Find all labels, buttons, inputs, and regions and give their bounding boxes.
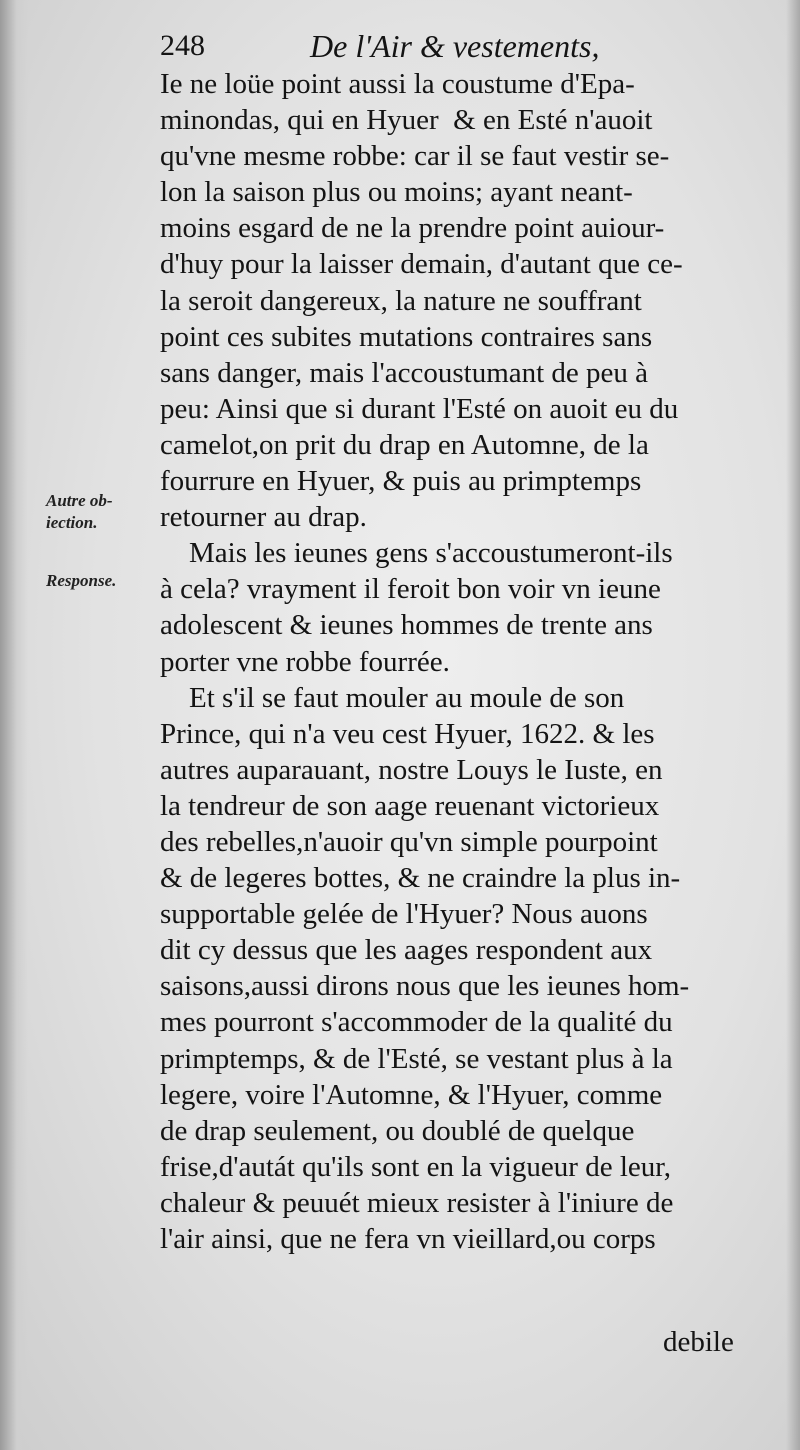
text-line: legere, voire l'Automne, & l'Hyuer, comme [160, 1078, 663, 1111]
catchword: debile [663, 1326, 734, 1358]
margin-note-response: Response. [46, 571, 117, 590]
page-gutter-shadow [0, 0, 28, 1450]
page-header [160, 24, 610, 68]
text-line: Et s'il se faut mouler au moule de son [160, 681, 625, 714]
text-line: primptemps, & de l'Esté, se vestant plus à la [160, 1042, 673, 1075]
text-line: Mais les ieunes gens s'accoustumeront-ils [160, 537, 673, 570]
text-line: Ie ne loüe point aussi la coustume d'Epa- [160, 68, 635, 100]
text-line: supportable gelée de l'Hyuer? Nous auons [160, 898, 648, 931]
text-line: & de legeres bottes, & ne craindre la plus in- [160, 862, 681, 895]
text-line: fourrure en Hyuer, & puis au primptemps [160, 465, 642, 498]
text-line: adolescent & ieunes hommes de trente ans [160, 609, 653, 642]
text-line: mes pourront s'accommoder de la qualité du [160, 1006, 673, 1039]
text-line: camelot,on prit du drap en Automne, de la [160, 428, 649, 461]
text-line: Prince, qui n'a veu cest Hyuer, 1622. & les [160, 717, 655, 750]
text-line: retourner au drap. [160, 501, 367, 534]
text-line: chaleur & peuuét mieux resister à l'iniure de [160, 1186, 674, 1219]
text-line: la tendreur de son aage reuenant victorieux [160, 789, 660, 822]
text-line: dit cy dessus que les aages respondent aux [160, 934, 653, 967]
text-line: moins esgard de ne la prendre point auiour- [160, 212, 665, 245]
running-head: De l'Air & vestements, [310, 28, 600, 64]
text-line: d'huy pour la laisser demain, d'autant que ce- [160, 248, 683, 281]
text-line: l'air ainsi, que ne fera vn vieillard,ou corps [160, 1223, 656, 1255]
text-line: lon la saison plus ou moins; ayant neant- [160, 176, 633, 209]
margin-note-line: iection. [46, 513, 98, 532]
text-line: autres auparauant, nostre Louys le Iuste, en [160, 753, 663, 786]
body-text [160, 66, 740, 1257]
text-line: de drap seulement, ou doublé de quelque [160, 1114, 635, 1147]
margin-note-objection [46, 490, 156, 534]
text-line: sans danger, mais l'accoustumant de peu à [160, 356, 649, 389]
margin-note-line: Autre ob- [46, 491, 113, 510]
text-line: des rebelles,n'auoir qu'vn simple pourpoint [160, 825, 658, 858]
text-line: qu'vne mesme robbe: car il se faut vestir se- [160, 140, 670, 173]
text-line: la seroit dangereux, la nature ne souffrant [160, 284, 642, 317]
text-line: frise,d'autát qu'ils sont en la vigueur de leur, [160, 1150, 672, 1183]
text-line: point ces subites mutations contraires sans [160, 320, 653, 353]
text-line: à cela? vrayment il feroit bon voir vn ieune [160, 573, 661, 606]
page-number: 248 [160, 29, 205, 62]
text-line: saisons,aussi dirons nous que les ieunes hom- [160, 970, 690, 1003]
text-line: minondas, qui en Hyuer & en Esté n'auoit [160, 104, 653, 137]
page-edge-shadow [786, 0, 800, 1450]
text-line: peu: Ainsi que si durant l'Esté on auoit eu du [160, 392, 679, 425]
text-line: porter vne robbe fourrée. [160, 645, 450, 678]
